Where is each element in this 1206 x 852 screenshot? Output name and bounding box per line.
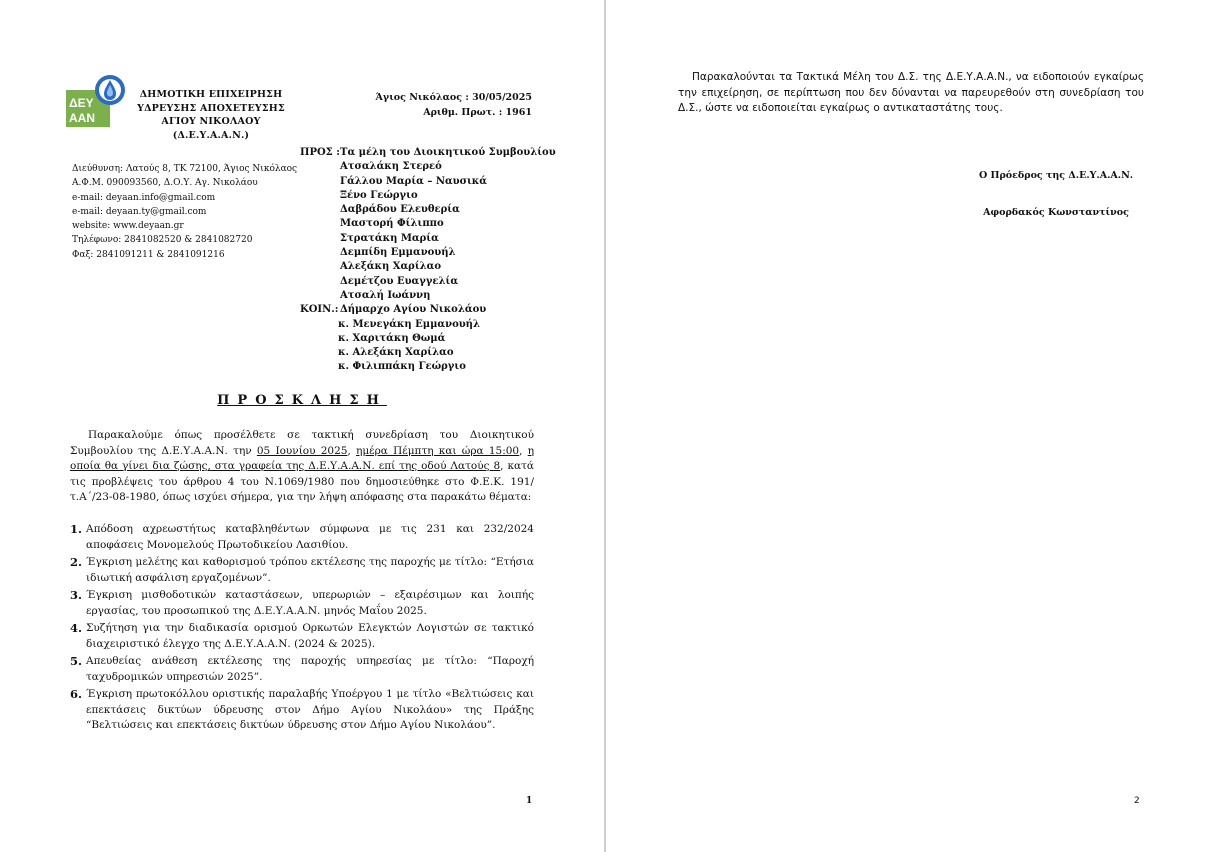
to-heading: Τα μέλη του Διοικητικού Συμβουλίου: [340, 147, 556, 158]
to-label: ΠΡΟΣ :: [300, 147, 340, 158]
recipients-to-row: [300, 146, 556, 160]
place-date: Άγιος Νικόλαος : 30/05/2025: [375, 92, 532, 103]
protocol-number: Αριθμ. Πρωτ. : 1961: [423, 106, 532, 118]
agenda-text: Απευθείας ανάθεση εκτέλεσης της παροχής υπηρεσίας με τίτλο: “Παροχή ταχυδρομικών υπηρεσιών 2025”.: [86, 655, 534, 683]
agenda-item: [70, 588, 534, 619]
org-line: (Δ.Ε.Υ.Α.Α.Ν.): [172, 129, 250, 141]
page-number: 1: [526, 796, 533, 806]
recipients-block: [300, 146, 556, 375]
phone: Τηλέφωνο: 2841082520 & 2841082720: [72, 235, 253, 246]
document-title: ΠΡΟΣΚΛΗΣΗ: [217, 393, 387, 408]
recipient-member: Ξένο Γεώργιο: [340, 189, 418, 201]
intro-text: , κατά τις προβλέψεις του άρθρου 4 του Ν.1069/1980 που δημοσιεύθηκε στο Φ.Ε.Κ. 191/τ.Α΄/23-08-1980, όπως ισχύει σήμερα, για την λήψη απόφασης στα παρακάτω θέματα:: [70, 460, 534, 503]
agenda-number: 2.: [70, 555, 83, 569]
recipient-member: Αλεξάκη Χαρίλαο: [340, 261, 442, 273]
intro-text: Παρακαλούμε όπως προσέλθετε σε τακτική συνεδρίαση του Διοικητικού Συμβουλίου της Δ.Ε.Υ.Α.Α.Ν. την: [70, 429, 534, 457]
place-date-block: [372, 91, 532, 120]
agenda-number: 1.: [70, 522, 83, 536]
recipient-member: Μαστορή Φίλιππο: [340, 218, 444, 230]
logo-text-bottom: ΑΑΝ: [69, 111, 95, 125]
agenda-text: Έγκριση μελέτης και καθορισμού τρόπου εκτέλεσης της παροχής με τίτλο: “Ετήσια ιδιωτική ασφάλιση εργαζομένων”.: [86, 556, 534, 584]
organization-name: [130, 88, 292, 142]
email-ty: e-mail: deyaan.ty@gmail.com: [72, 206, 207, 217]
address: Διεύθυνση: Λατούς 8, ΤΚ 72100, Άγιος Νικόλαος: [72, 164, 298, 174]
org-line: ΥΔΡΕΥΣΗΣ ΑΠΟΧΕΤΕΥΣΗΣ: [137, 102, 285, 114]
fax: Φαξ: 2841091211 & 2841091216: [72, 249, 225, 260]
cc-recipient: κ. Αλεξάκη Χαρίλαο: [338, 347, 454, 359]
agenda-item: [70, 687, 534, 734]
cc-recipient: κ. Φιλιππάκη Γεώργιο: [338, 361, 466, 373]
cc-recipient: κ. Χαριτάκη Θωμά: [338, 332, 446, 344]
cc-label: ΚΟΙΝ.:: [300, 304, 339, 316]
recipient-member: Ατσαλή Ιωάννη: [340, 289, 431, 301]
president-title: Ο Πρόεδρος της Δ.Ε.Υ.Α.Α.Ν.: [978, 170, 1134, 181]
agenda-number: 5.: [70, 654, 83, 668]
recipient-member: Δαβράδου Ελευθερία: [340, 204, 460, 216]
agenda-list: [70, 522, 534, 736]
agenda-item: [70, 621, 534, 652]
agenda-item: [70, 555, 534, 586]
agenda-number: 3.: [70, 588, 83, 602]
intro-paragraph: [70, 428, 534, 506]
agenda-text: Έγκριση μισθοδοτικών καταστάσεων, υπερωριών – εξαιρέσιμων και λοιπής εργασίας, του προσωπικού της Δ.Ε.Υ.Α.Α.Ν. μηνός Μαΐου 2025.: [86, 589, 534, 617]
agenda-item: [70, 522, 534, 553]
org-line: ΑΓΙΟΥ ΝΙΚΟΛΑΟΥ: [161, 116, 261, 127]
agenda-text: Απόδοση αχρεωστήτως καταβληθέντων σύμφωνα με τις 231 και 232/2024 αποφάσεις Μονομελούς Πρωτοδικείου Λασιθίου.: [86, 523, 534, 551]
intro-text: ,: [519, 444, 528, 457]
intro-text: ,: [347, 444, 357, 457]
agenda-item: [70, 654, 534, 685]
cc-recipient: κ. Μενεγάκη Εμμανουήλ: [338, 318, 480, 330]
contact-details: [72, 162, 312, 262]
recipient-member: Δεμπίδη Εμμανουήλ: [340, 247, 456, 259]
president-name: Αφορδακός Κωνσταντίνος: [983, 207, 1129, 218]
recipient-member: Ατσαλάκη Στερεό: [340, 161, 442, 173]
email-info: e-mail: deyaan.info@gmail.com: [72, 192, 216, 203]
page-number: 2: [1134, 796, 1140, 806]
cc-heading: Δήμαρχο Αγίου Νικολάου: [340, 304, 487, 316]
recipients-cc-row: [300, 303, 540, 317]
deyaan-logo: [66, 74, 128, 128]
meeting-place: η οποία θα γίνει δια ζώσης, στα γραφεία της Δ.Ε.Υ.Α.Α.Ν. επί της οδού Λατούς 8: [70, 444, 534, 472]
recipient-member: Στρατάκη Μαρία: [340, 232, 439, 244]
recipient-member: Γάλλου Μαρία – Ναυσικά: [340, 175, 487, 187]
agenda-text: Συζήτηση για την διαδικασία ορισμού Ορκωτών Ελεγκτών Λογιστών σε τακτικό διαχειριστικό έλεγχο της Δ.Ε.Υ.Α.Α.Ν. (2024 & 2025).: [86, 622, 534, 650]
meeting-time: ημέρα Πέμπτη και ώρα 15:00: [356, 444, 520, 457]
notice-paragraph: Παρακαλούνται τα Τακτικά Μέλη του Δ.Σ. της Δ.Ε.Υ.Α.Α.Ν., να ειδοποιούν εγκαίρως την επιχείρηση, σε περίπτωση που δεν δύνανται να παρευρεθούν στη συνεδρίαση του Δ.Σ., ώστε να ειδοποιείται εγκαίρως ο αντικαταστάτης τους.: [678, 71, 1144, 114]
agenda-text: Έγκριση πρωτοκόλλου οριστικής παραλαβής Υποέργου 1 με τίτλο «Βελτιώσεις και επεκτάσεις δικτύων ύδρευσης στον Δήμο Αγίου Νικολάου» της Πράξης “Βελτιώσεις και επεκτάσεις δικτύων ύδρευσης στον Δήμο Αγίου Νικολάου”.: [86, 688, 534, 731]
document-page-2: [606, 0, 1206, 852]
meeting-date: 05 Ιουνίου 2025: [256, 444, 348, 457]
website: website: www.deyaan.gr: [72, 221, 184, 232]
tax-id: Α.Φ.Μ. 090093560, Δ.Ο.Υ. Αγ. Νικολάου: [72, 178, 258, 189]
agenda-number: 6.: [70, 687, 83, 701]
agenda-number: 4.: [70, 621, 83, 635]
recipient-member: Δεμέτζου Ευαγγελία: [340, 275, 459, 287]
org-line: ΔΗΜΟΤΙΚΗ ΕΠΙΧΕΙΡΗΣΗ: [139, 89, 283, 100]
logo-text-top: ΔΕΥ: [69, 96, 94, 110]
